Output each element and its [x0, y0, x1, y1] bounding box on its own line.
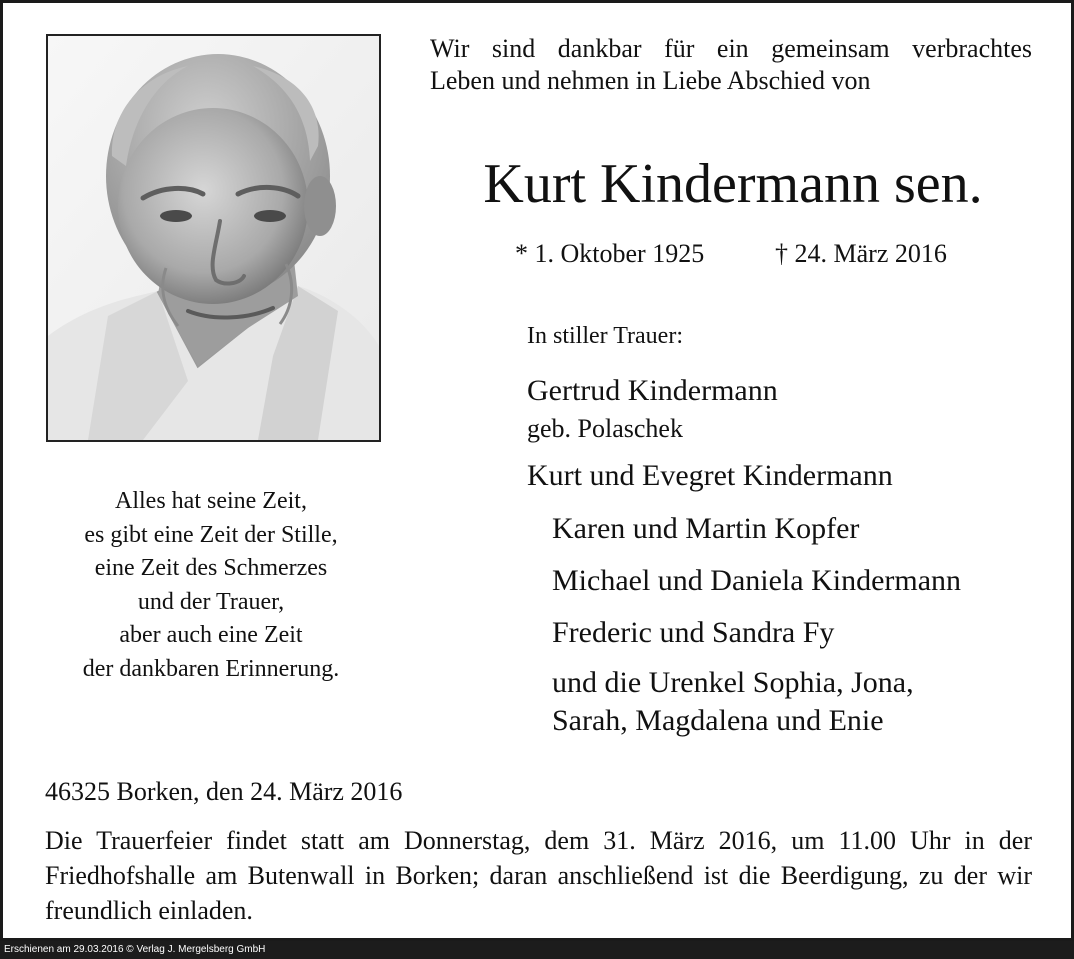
mourner-spouse: Gertrud Kindermann [527, 374, 778, 407]
poem-line: Alles hat seine Zeit, [115, 488, 307, 514]
mourner-children: Kurt und Evegret Kindermann [527, 459, 893, 492]
funeral-ceremony-details: Die Trauerfeier findet statt am Donnerstag, dem 31. März 2016, um 11.00 Uhr in der Friedhofshalle am Butenwall in Borken; daran anschließend ist die Beerdigung, zu der wir freundlich einladen. [45, 826, 1032, 925]
intro-text [430, 33, 1032, 97]
poem-line: es gibt eine Zeit der Stille, [84, 521, 338, 548]
mourner-grandchildren-1: Karen und Martin Kopfer [552, 512, 860, 545]
publication-footer: Erschienen am 29.03.2016 © Verlag J. Mergelsberg GmbH [0, 941, 1074, 959]
portrait-photo [46, 34, 381, 442]
mourner-great-grandchildren-line-1: und die Urenkel Sophia, Jona, [552, 666, 914, 699]
poem-line: der dankbaren Erinnerung. [82, 655, 340, 682]
poem-line: eine Zeit des Schmerzes [94, 555, 328, 581]
memorial-poem [33, 485, 389, 686]
mourner-spouse-maiden-name: geb. Polaschek [527, 414, 683, 443]
poem-line: aber auch eine Zeit [119, 622, 303, 648]
place-and-date: 46325 Borken, den 24. März 2016 [45, 777, 403, 806]
deceased-name: Kurt Kindermann sen. [483, 153, 983, 215]
poem-line: und der Trauer, [137, 588, 285, 615]
mourner-grandchildren-2: Michael und Daniela Kindermann [552, 564, 962, 597]
birth-date: * 1. Oktober 1925 [515, 239, 705, 268]
intro-line-1: Wir sind dankbar für ein gemeinsam verbrachtes [430, 34, 1032, 63]
death-date: † 24. März 2016 [775, 239, 947, 268]
mourner-great-grandchildren-line-2: Sarah, Magdalena und Enie [552, 704, 884, 737]
mourning-heading: In stiller Trauer: [527, 323, 683, 349]
intro-line-2: Leben und nehmen in Liebe Abschied von [430, 66, 871, 95]
mourner-grandchildren-3: Frederic und Sandra Fy [552, 616, 835, 649]
